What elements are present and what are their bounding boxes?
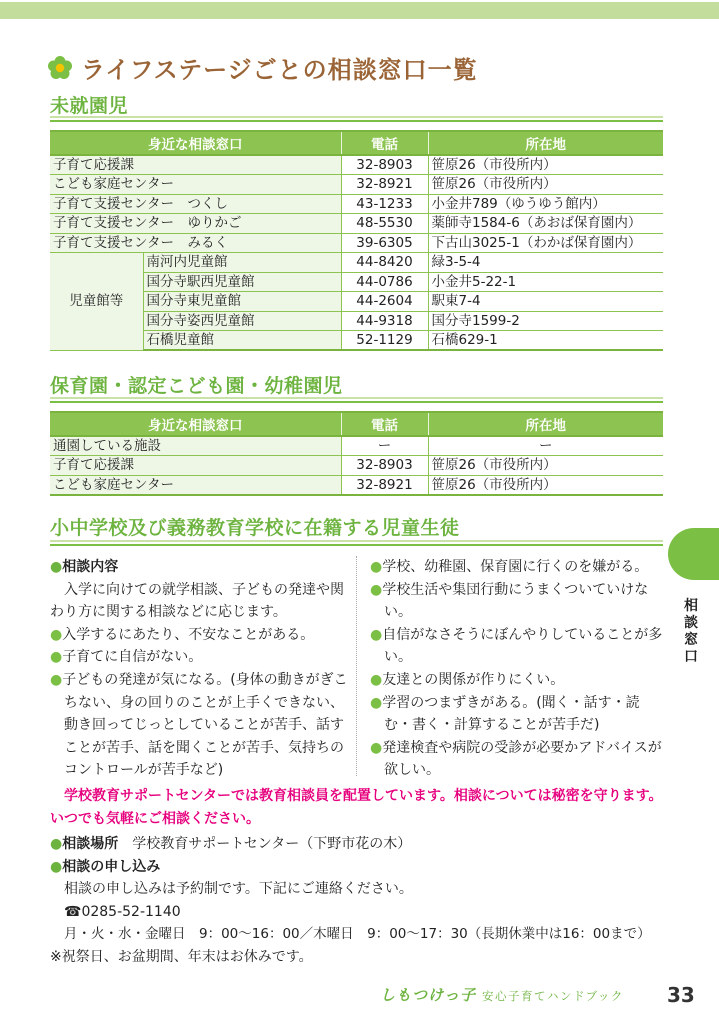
section-heading-school: 小中学校及び義務教育学校に在籍する児童生徒 <box>50 517 460 539</box>
bullet-icon: ● <box>370 559 383 575</box>
contact-address: 小金井789（ゆうゆう館内） <box>428 194 663 214</box>
bullet-icon: ● <box>370 694 383 711</box>
table-row <box>50 436 663 456</box>
list-item-text: 学習のつまずきがある。(聞く・話す・読む・書く・計算することが苦手だ) <box>382 694 640 734</box>
contact-name: 国分寺駅西児童館 <box>143 272 341 292</box>
bullet-icon: ● <box>370 739 383 756</box>
column-header-address: 所在地 <box>428 131 663 155</box>
contact-address: 笹原26（市役所内） <box>428 456 663 476</box>
contact-address: 小金井5-22-1 <box>428 272 663 292</box>
column-header-contact: 身近な相談窓口 <box>50 412 341 436</box>
bullet-icon: ● <box>50 836 63 852</box>
holiday-note: ※祝祭日、お盆期間、年末はお休みです。 <box>50 948 313 965</box>
contact-address: 緑3-5-4 <box>428 253 663 273</box>
section-heading-preschool: 未就園児 <box>50 95 129 117</box>
contact-phone: 44-2604 <box>341 292 428 312</box>
list-item-text: 入学するにあたり、不安なことがある。 <box>62 626 315 643</box>
page-title-text: ライフステージごとの相談窓口一覧 <box>81 56 478 84</box>
contact-address: ー <box>428 436 663 456</box>
table-row <box>50 194 663 214</box>
contact-phone: 32-8921 <box>341 175 428 195</box>
flower-icon <box>47 55 73 81</box>
contact-name: 子育て支援センター みるく <box>50 233 341 253</box>
section-rule <box>50 540 663 546</box>
preschool-contact-table <box>50 130 663 351</box>
nursery-contact-table <box>50 411 663 496</box>
column-header-phone: 電話 <box>341 412 428 436</box>
contact-name: こども家庭センター <box>50 175 341 195</box>
contact-phone: ー <box>341 436 428 456</box>
bullet-icon: ● <box>50 858 63 875</box>
contact-address: 駅東7-4 <box>428 292 663 312</box>
list-item <box>370 579 665 624</box>
contact-address: 下古山3025-1（わかば保育園内） <box>428 233 663 253</box>
section-rule <box>50 116 663 122</box>
bullet-icon: ● <box>50 671 63 688</box>
consult-content-right <box>370 556 665 782</box>
bullet-icon: ● <box>50 649 63 666</box>
consult-location-label: 相談場所 <box>62 836 119 852</box>
contact-phone: 44-9318 <box>341 311 428 331</box>
table-row <box>50 214 663 234</box>
contact-address: 薬師寺1584-6（あおば保育園内） <box>428 214 663 234</box>
list-item-text: 学校、幼稚園、保育園に行くのを嫌がる。 <box>382 559 649 575</box>
top-color-band <box>0 2 719 19</box>
application-heading <box>50 856 690 879</box>
column-divider <box>356 556 357 776</box>
contact-address: 笹原26（市役所内） <box>428 175 663 195</box>
side-index-label: 相談窓口 <box>684 598 698 665</box>
bullet-icon: ● <box>370 671 383 688</box>
list-item <box>370 737 665 782</box>
list-item <box>370 556 665 579</box>
brand-subtitle: 安心子育てハンドブック <box>482 989 624 1003</box>
side-index-tab <box>668 528 719 580</box>
bullet-icon: ● <box>370 626 383 643</box>
footer-brand <box>380 984 624 1005</box>
list-item-text: 発達検査や病院の受診が必要かアドバイスが欲しい。 <box>382 739 662 779</box>
contact-address: 笹原26（市役所内） <box>428 475 663 495</box>
bullet-icon: ● <box>370 581 383 598</box>
contact-phone: 39-6305 <box>341 233 428 253</box>
contact-name: 子育て支援センター ゆりかご <box>50 214 341 234</box>
bullet-icon: ● <box>50 626 63 643</box>
contact-name: 通園している施設 <box>50 436 341 456</box>
phone-icon: ☎ <box>64 903 82 920</box>
column-header-address: 所在地 <box>428 412 663 436</box>
contact-name: 子育て応援課 <box>50 456 341 476</box>
list-item-text: 自信がなさそうにぼんやりしていることが多い。 <box>382 626 663 666</box>
consultation-info <box>50 833 690 968</box>
contact-name: 国分寺東児童館 <box>143 292 341 312</box>
contact-address: 国分寺1599-2 <box>428 311 663 331</box>
consult-content-intro: 入学に向けての就学相談、子どもの発達や関わり方に関する相談などに応じます。 <box>50 581 344 621</box>
contact-name: 石橋児童館 <box>143 331 341 351</box>
column-header-contact: 身近な相談窓口 <box>50 131 341 155</box>
section-rule <box>50 397 663 403</box>
application-text: 相談の申し込みは予約制です。下記にご連絡ください。 <box>64 881 413 897</box>
application-label: 相談の申し込み <box>62 858 161 875</box>
list-item <box>370 624 665 669</box>
list-item <box>50 669 348 782</box>
contact-phone: 44-8420 <box>341 253 428 273</box>
contact-phone: 48-5530 <box>341 214 428 234</box>
contact-name: こども家庭センター <box>50 475 341 495</box>
contact-phone: 44-0786 <box>341 272 428 292</box>
contact-address: 石橋629-1 <box>428 331 663 351</box>
list-item <box>50 624 348 647</box>
contact-name: 子育て支援センター つくし <box>50 194 341 214</box>
application-phone <box>50 901 690 924</box>
column-header-phone: 電話 <box>341 131 428 155</box>
consult-content-label: 相談内容 <box>62 559 119 575</box>
list-item-text: 子育てに自信がない。 <box>62 649 203 666</box>
contact-name: 子育て応援課 <box>50 155 341 175</box>
list-item <box>50 646 348 669</box>
contact-name: 国分寺姿西児童館 <box>143 311 341 331</box>
table-row <box>50 456 663 476</box>
consult-location <box>50 833 690 856</box>
consult-location-value: 学校教育サポートセンター（下野市花の木） <box>132 836 412 852</box>
contact-phone: 52-1129 <box>341 331 428 351</box>
brand-name: しもつけっ子 <box>380 986 477 1004</box>
list-item <box>370 669 665 692</box>
list-item <box>370 692 665 737</box>
bullet-icon: ● <box>50 559 63 575</box>
page-number: 33 <box>667 983 695 1007</box>
consult-content-heading <box>50 556 348 579</box>
table-row <box>50 475 663 495</box>
contact-phone: 32-8903 <box>341 155 428 175</box>
phone-number: 0285-52-1140 <box>81 903 181 920</box>
page-title <box>47 50 478 85</box>
contact-phone: 32-8921 <box>341 475 428 495</box>
table-row <box>50 253 663 273</box>
list-item-text: 子どもの発達が気になる。(身体の動きがぎこちない、身の回りのことが上手くできない、動き回ってじっとしていることが苦手、話すことが苦手、話を聞くことが苦手、気持ちのコントロールが苦手など) <box>62 671 348 779</box>
consult-content-left <box>50 556 348 782</box>
contact-phone: 32-8903 <box>341 456 428 476</box>
section-heading-nursery: 保育園・認定こども園・幼稚園児 <box>50 375 343 397</box>
contact-address: 笹原26（市役所内） <box>428 155 663 175</box>
application-hours: 月・火・水・金曜日 9：00～16：00／木曜日 9：00～17：30（長期休業中は16：00まで） <box>64 926 651 942</box>
table-row <box>50 233 663 253</box>
list-item-text: 学校生活や集団行動にうまくついていけない。 <box>382 581 649 621</box>
confidentiality-notice: 学校教育サポートセンターでは教育相談員を配置しています。相談については秘密を守ります。いつでも気軽にご相談ください。 <box>50 788 663 827</box>
list-item-text: 友達との関係が作りにくい。 <box>382 671 565 688</box>
contact-name: 南河内児童館 <box>143 253 341 273</box>
contact-phone: 43-1233 <box>341 194 428 214</box>
group-label-childrens-halls: 児童館等 <box>50 253 143 351</box>
table-row <box>50 175 663 195</box>
table-row <box>50 155 663 175</box>
